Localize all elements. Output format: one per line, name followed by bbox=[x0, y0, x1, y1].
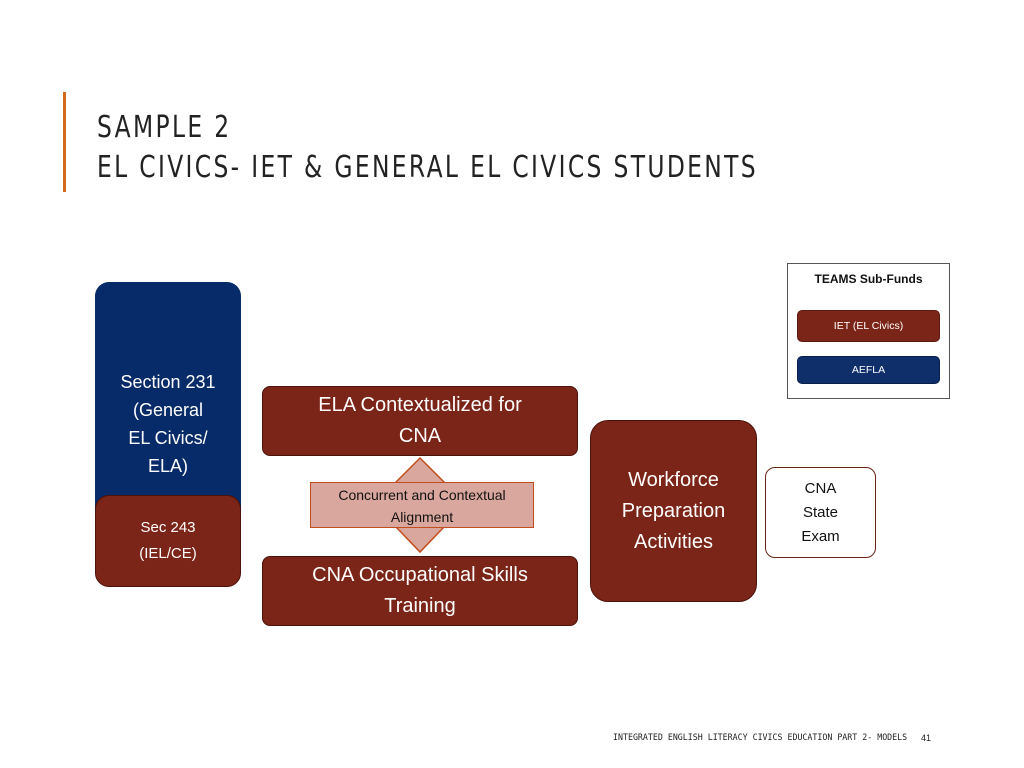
workforce-line: Workforce bbox=[628, 468, 719, 491]
workforce-preparation-box bbox=[590, 420, 757, 602]
sec-243-line: (IEL/CE) bbox=[139, 545, 197, 562]
sec-243-box bbox=[95, 495, 241, 587]
sec-243-line: Sec 243 bbox=[140, 519, 196, 536]
legend-item-iet: IET (EL Civics) bbox=[797, 310, 940, 342]
alignment-line: Alignment bbox=[390, 509, 454, 525]
page-number: 41 bbox=[921, 733, 932, 743]
exam-line: State bbox=[802, 503, 839, 521]
workforce-line: Activities bbox=[634, 530, 713, 553]
legend-item-aefla: AEFLA bbox=[797, 356, 940, 384]
legend-title: TEAMS Sub-Funds bbox=[814, 272, 923, 286]
alignment-line: Concurrent and Contextual bbox=[338, 487, 506, 503]
section-231-line: (General bbox=[132, 400, 203, 420]
cna-training-line: Training bbox=[384, 595, 456, 617]
title-accent-bar bbox=[63, 92, 66, 192]
alignment-label bbox=[310, 482, 534, 528]
workforce-line: Preparation bbox=[621, 499, 726, 522]
footer-text: INTEGRATED ENGLISH LITERACY CIVICS EDUCATION PART 2- MODELS bbox=[613, 733, 908, 743]
title-line-1: SAMPLE 2 bbox=[97, 110, 232, 145]
ela-contextualized-box bbox=[262, 386, 578, 456]
exam-line: Exam bbox=[801, 527, 840, 545]
slide-title bbox=[97, 108, 758, 188]
section-231-line: ELA) bbox=[147, 456, 188, 476]
cna-training-line: CNA Occupational Skills bbox=[312, 564, 528, 586]
funds-legend bbox=[787, 263, 950, 399]
section-231-line: Section 231 bbox=[120, 372, 216, 392]
exam-line: CNA bbox=[804, 479, 837, 497]
cna-training-box bbox=[262, 556, 578, 626]
title-line-2: EL CIVICS- IET & GENERAL EL CIVICS STUDENTS bbox=[97, 150, 758, 185]
ela-line: CNA bbox=[398, 425, 442, 447]
section-231-line: EL Civics/ bbox=[128, 428, 208, 448]
cna-state-exam-box bbox=[765, 467, 876, 558]
ela-line: ELA Contextualized for bbox=[318, 394, 522, 416]
